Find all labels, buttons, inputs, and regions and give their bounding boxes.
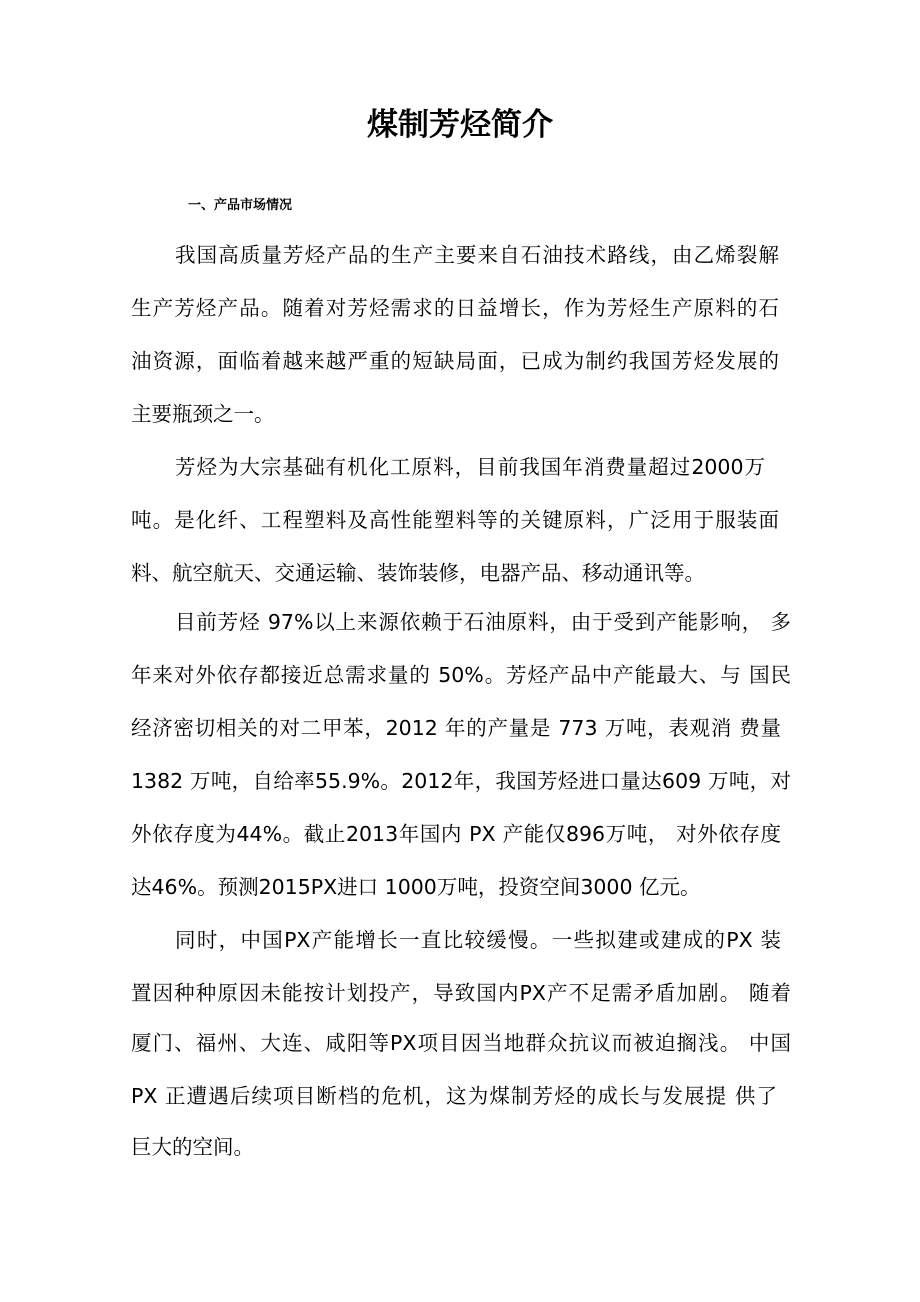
paragraph-line: 外依存度为44%。截止2013年国内 PX 产能仅896万吨， 对外依存度 xyxy=(131,822,781,846)
paragraph-line: 1382 万吨，自给率55.9%。2012年，我国芳烃进口量达609 万吨，对 xyxy=(131,769,791,793)
paragraph-line: 油资源，面临着越来越严重的短缺局面，已成为制约我国芳烃发展的 xyxy=(131,349,779,373)
paragraph-line: 吨。是化纤、工程塑料及高性能塑料等的关键原料，广泛用于服装面 xyxy=(131,508,779,532)
paragraph-line: 厦门、福州、大连、咸阳等PX项目因当地群众抗议而被迫搁浅。 中国 xyxy=(131,1031,791,1055)
paragraph-line: 我国高质量芳烃产品的生产主要来自石油技术路线，由乙烯裂解 xyxy=(175,243,779,267)
paragraph-line: 年来对外依存都接近总需求量的 50%。芳烃产品中产能最大、与 国民 xyxy=(131,663,791,687)
document-title: 煤制芳烃简介 xyxy=(367,107,553,143)
paragraph-line: 巨大的空间。 xyxy=(131,1135,254,1159)
paragraph-line: 置因种种原因未能按计划投产，导致国内PX产不足需矛盾加剧。 随着 xyxy=(131,981,791,1005)
paragraph-line: 主要瓶颈之一。 xyxy=(131,402,275,426)
paragraph-line: 经济密切相关的对二甲苯，2012 年的产量是 773 万吨，表观消 费量 xyxy=(131,716,781,740)
paragraph-line: PX 正遭遇后续项目断档的危机，这为煤制芳烃的成长与发展提 供了 xyxy=(131,1084,777,1108)
paragraph-line: 生产芳烃产品。随着对芳烃需求的日益增长，作为芳烃生产原料的石 xyxy=(131,296,779,320)
paragraph-line: 达46%。预测2015PX进口 1000万吨，投资空间3000 亿元。 xyxy=(131,875,701,899)
paragraph-line: 同时，中国PX产能增长一直比较缓慢。一些拟建或建成的PX 装 xyxy=(175,928,781,952)
paragraph-line: 目前芳烃 97%以上来源依赖于石油原料，由于受到产能影响， 多 xyxy=(175,610,791,634)
paragraph-line: 料、航空航天、交通运输、装饰装修，电器产品、移动通讯等。 xyxy=(131,561,705,585)
paragraph-line: 芳烃为大宗基础有机化工原料，目前我国年消费量超过2000万 xyxy=(175,455,765,479)
section-heading: 一、产品市场情况 xyxy=(188,198,293,213)
